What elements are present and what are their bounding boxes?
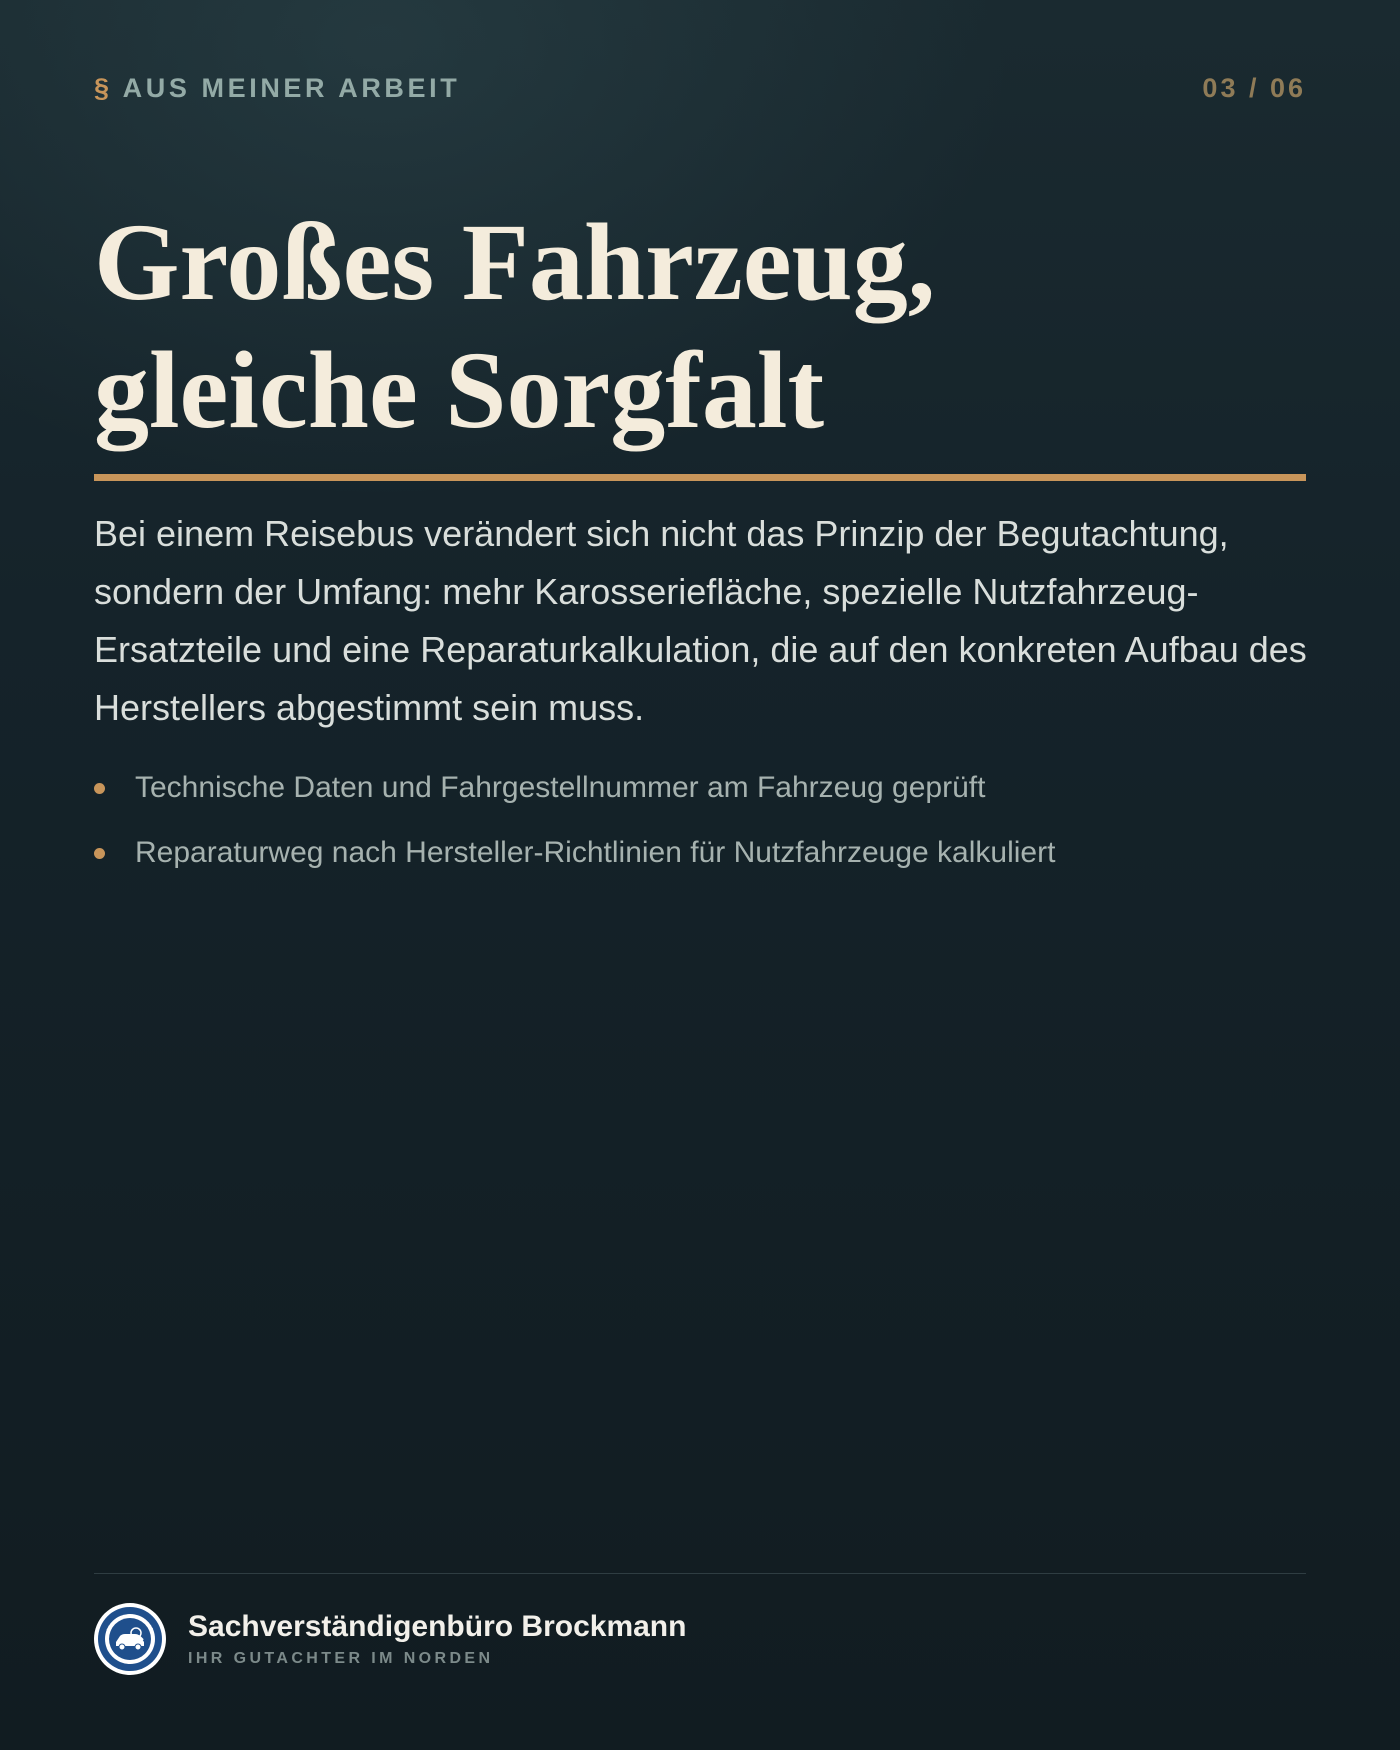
section-kicker [94, 73, 460, 104]
bullet-text: Technische Daten und Fahrgestellnummer am Fahrzeug geprüft [135, 771, 986, 804]
brand-tagline: IHR GUTACHTER IM NORDEN [188, 1650, 494, 1667]
brand-block [188, 1610, 686, 1668]
page-title [94, 198, 1294, 454]
page-indicator: 03 / 06 [1202, 73, 1306, 103]
bullet-dot-icon [94, 848, 105, 859]
list-item [94, 768, 1309, 808]
brand-name: Sachverständigenbüro Brockmann [188, 1610, 687, 1643]
section-label: AUS MEINER ARBEIT [122, 73, 461, 103]
bullet-list [94, 768, 1309, 898]
title-divider [94, 474, 1306, 481]
footer-divider [94, 1573, 1306, 1574]
list-item [94, 833, 1309, 873]
bullet-text: Reparaturweg nach Hersteller-Richtlinien für Nutzfahrzeuge kalkuliert [135, 836, 1056, 869]
top-bar [94, 73, 1306, 104]
section-symbol: § [94, 73, 113, 103]
title-line-2: gleiche Sorgfalt [94, 329, 825, 451]
vehicle-seal-logo-icon [94, 1603, 166, 1675]
lead-paragraph: Bei einem Reisebus verändert sich nicht das Prinzip der Begutachtung, sondern der Umfang: mehr Karosseriefläche, spezielle Nutzfahrzeug-Ersatzteile und eine Reparaturkalkulation, die auf den konkreten Aufbau des Herstellers abgestimmt sein muss. [94, 513, 1307, 728]
title-line-1: Großes Fahrzeug, [94, 201, 936, 323]
bullet-dot-icon [94, 783, 105, 794]
footer [94, 1603, 686, 1675]
